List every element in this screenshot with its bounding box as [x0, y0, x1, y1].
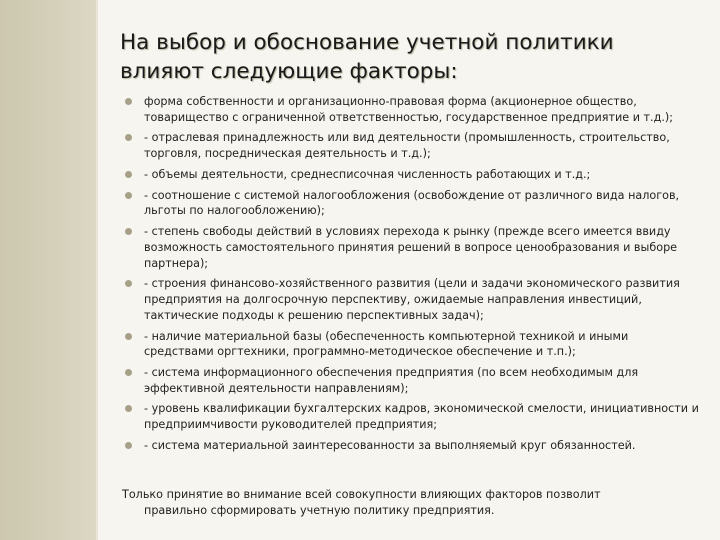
bullet-icon	[125, 228, 132, 235]
bullet-icon	[125, 192, 132, 199]
bullet-icon	[125, 98, 132, 105]
list-item	[122, 276, 700, 323]
list-item-text: - наличие материальной базы (обеспеченность компьютерной техникой и иными средствами оргтехники, программно-методическое обеспечение и т.п.);	[144, 329, 629, 359]
list-item-text: - объемы деятельности, среднесписочная численность работающих и т.д.;	[144, 167, 591, 181]
list-item	[122, 130, 700, 161]
bullet-icon	[125, 171, 132, 178]
list-item	[122, 329, 700, 360]
list-item	[122, 188, 700, 219]
bullet-icon	[125, 369, 132, 376]
list-item	[122, 365, 700, 396]
list-item	[122, 94, 700, 125]
list-item	[122, 401, 700, 432]
decorative-sidebar	[0, 0, 98, 540]
bullet-icon	[125, 134, 132, 141]
list-item-text: - система информационного обеспечения предприятия (по всем необходимым для эффективной деятельности направлениям);	[144, 365, 639, 395]
bullet-icon	[125, 280, 132, 287]
bullet-icon	[125, 405, 132, 412]
conclusion-paragraph	[122, 487, 700, 518]
conclusion-line: правильно сформировать учетную политику предприятия.	[144, 503, 495, 517]
list-item-text: - строения финансово-хозяйственного развития (цели и задачи экономического развития предприятия на долгосрочную перспективу, ожидаемые направления инвестиций, тактические подходы к решению перспективных задач);	[144, 277, 680, 322]
slide-title: На выбор и обоснование учетной политики влияют следующие факторы:	[120, 30, 614, 84]
list-item-text: - степень свободы действий в условиях перехода к рынку (прежде всего имеется ввиду возможность самостоятельного принятия решений в вопросе ценообразования и выборе партнера);	[144, 225, 678, 270]
list-item-text: - отраслевая принадлежность или вид деятельности (промышленность, строительство, торговля, посредническая деятельность и т.д.);	[144, 131, 670, 161]
list-item-text: форма собственности и организационно-правовая форма (акционерное общество, товарищество с ограниченной ответственностью, государственное предприятие и т.д.);	[144, 95, 674, 124]
list-item	[122, 438, 700, 454]
bullet-icon	[125, 442, 132, 449]
list-item	[122, 167, 700, 183]
factor-list	[122, 94, 700, 459]
bullet-icon	[125, 333, 132, 340]
conclusion-line: Только принятие во внимание всей совокупности влияющих факторов позволит	[122, 488, 601, 501]
list-item-text: - система материальной заинтересованности за выполняемый круг обязанностей.	[144, 438, 636, 452]
list-item-text: - соотношение с системой налогообложения (освобождение от различного вида налогов, льготы по налогообложению);	[144, 188, 680, 218]
list-item	[122, 224, 700, 271]
list-item-text: - уровень квалификации бухгалтерских кадров, экономической смелости, инициативности и предприимчивости руководителей предприятия;	[144, 402, 699, 432]
